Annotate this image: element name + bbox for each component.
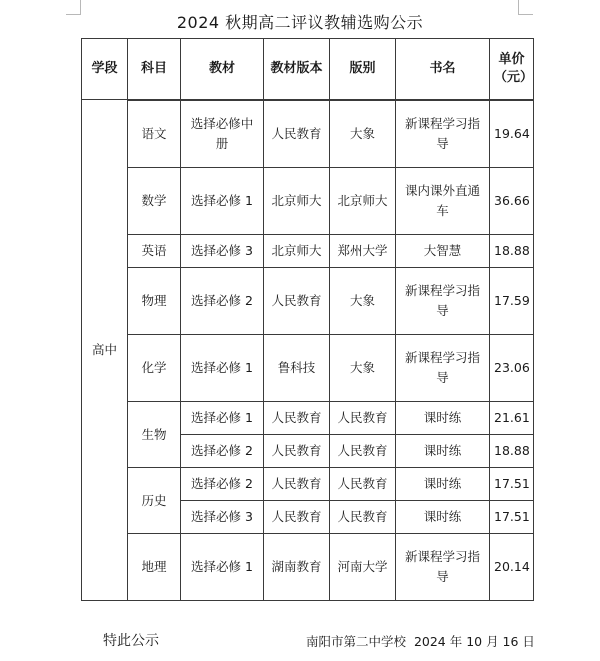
signature-date: 南阳市第二中学校 2024 年 10 月 16 日: [306, 634, 535, 649]
book-title-cell: 课时练: [396, 468, 490, 501]
price-cell: 20.14: [490, 534, 534, 601]
publisher-cell: 人民教育: [330, 501, 396, 534]
publisher-cell: 人民教育: [330, 435, 396, 468]
table-row: [82, 534, 534, 601]
edition-cell: 人民教育: [264, 402, 330, 435]
table-row: [82, 235, 534, 268]
table-row: [82, 402, 534, 435]
publisher-cell: 北京师大: [330, 168, 396, 235]
publisher-cell: 人民教育: [330, 468, 396, 501]
header-stage: 学段: [82, 39, 128, 100]
header-price: 单价 （元）: [490, 39, 534, 100]
textbook-cell: 选择必修 1: [181, 168, 264, 235]
publisher-cell: 人民教育: [330, 402, 396, 435]
textbook-cell: 选择必修 2: [181, 435, 264, 468]
header-edition: 教材版本: [264, 39, 330, 100]
table-row: [82, 268, 534, 335]
textbook-cell: 选择必修 1: [181, 335, 264, 402]
publisher-cell: 大象: [330, 101, 396, 168]
publisher-cell: 河南大学: [330, 534, 396, 601]
publisher-cell: 大象: [330, 335, 396, 402]
header-textbook: 教材: [181, 39, 264, 100]
table-row: [82, 335, 534, 402]
header-subject: 科目: [128, 39, 181, 100]
subject-cell: 物理: [128, 268, 181, 335]
price-cell: 23.06: [490, 335, 534, 402]
edition-cell: 鲁科技: [264, 335, 330, 402]
price-cell: 17.59: [490, 268, 534, 335]
textbook-cell: 选择必修 2: [181, 468, 264, 501]
edition-cell: 人民教育: [264, 435, 330, 468]
book-title-cell: 课时练: [396, 501, 490, 534]
book-title-cell: 课时练: [396, 402, 490, 435]
price-cell: 18.88: [490, 435, 534, 468]
subject-cell: 化学: [128, 335, 181, 402]
book-title-cell: 新课程学习指导: [396, 101, 490, 168]
edition-cell: 人民教育: [264, 468, 330, 501]
book-title-cell: 新课程学习指导: [396, 335, 490, 402]
table-row: [82, 168, 534, 235]
textbook-cell: 选择必修中册: [181, 101, 264, 168]
price-cell: 19.64: [490, 101, 534, 168]
book-title-cell: 课内课外直通车: [396, 168, 490, 235]
edition-cell: 人民教育: [264, 101, 330, 168]
table-row: [82, 101, 534, 168]
book-title-cell: 新课程学习指导: [396, 268, 490, 335]
document-title: 2024 秋期高二评议教辅选购公示: [176, 13, 424, 32]
subject-cell: 数学: [128, 168, 181, 235]
book-title-cell: 新课程学习指导: [396, 534, 490, 601]
notice-text: 特此公示: [103, 633, 159, 649]
textbook-cell: 选择必修 2: [181, 268, 264, 335]
textbook-cell: 选择必修 1: [181, 402, 264, 435]
subject-cell: 地理: [128, 534, 181, 601]
book-title-cell: 课时练: [396, 435, 490, 468]
edition-cell: 北京师大: [264, 168, 330, 235]
price-cell: 17.51: [490, 468, 534, 501]
book-title-cell: 大智慧: [396, 235, 490, 268]
price-cell: 36.66: [490, 168, 534, 235]
table-row: [82, 468, 534, 501]
textbook-table: [81, 38, 534, 601]
header-book-title: 书名: [396, 39, 490, 100]
subject-cell: 语文: [128, 101, 181, 168]
publisher-cell: 郑州大学: [330, 235, 396, 268]
edition-cell: 北京师大: [264, 235, 330, 268]
subject-cell: 历史: [128, 468, 181, 534]
publisher-cell: 大象: [330, 268, 396, 335]
stage-cell: 高中: [82, 100, 128, 601]
textbook-cell: 选择必修 3: [181, 235, 264, 268]
edition-cell: 人民教育: [264, 268, 330, 335]
price-cell: 21.61: [490, 402, 534, 435]
subject-cell: 生物: [128, 402, 181, 468]
subject-cell: 英语: [128, 235, 181, 268]
price-cell: 17.51: [490, 501, 534, 534]
edition-cell: 人民教育: [264, 501, 330, 534]
header-publisher: 版别: [330, 39, 396, 100]
table-header-row: [82, 39, 534, 100]
textbook-cell: 选择必修 3: [181, 501, 264, 534]
price-cell: 18.88: [490, 235, 534, 268]
textbook-cell: 选择必修 1: [181, 534, 264, 601]
edition-cell: 湖南教育: [264, 534, 330, 601]
